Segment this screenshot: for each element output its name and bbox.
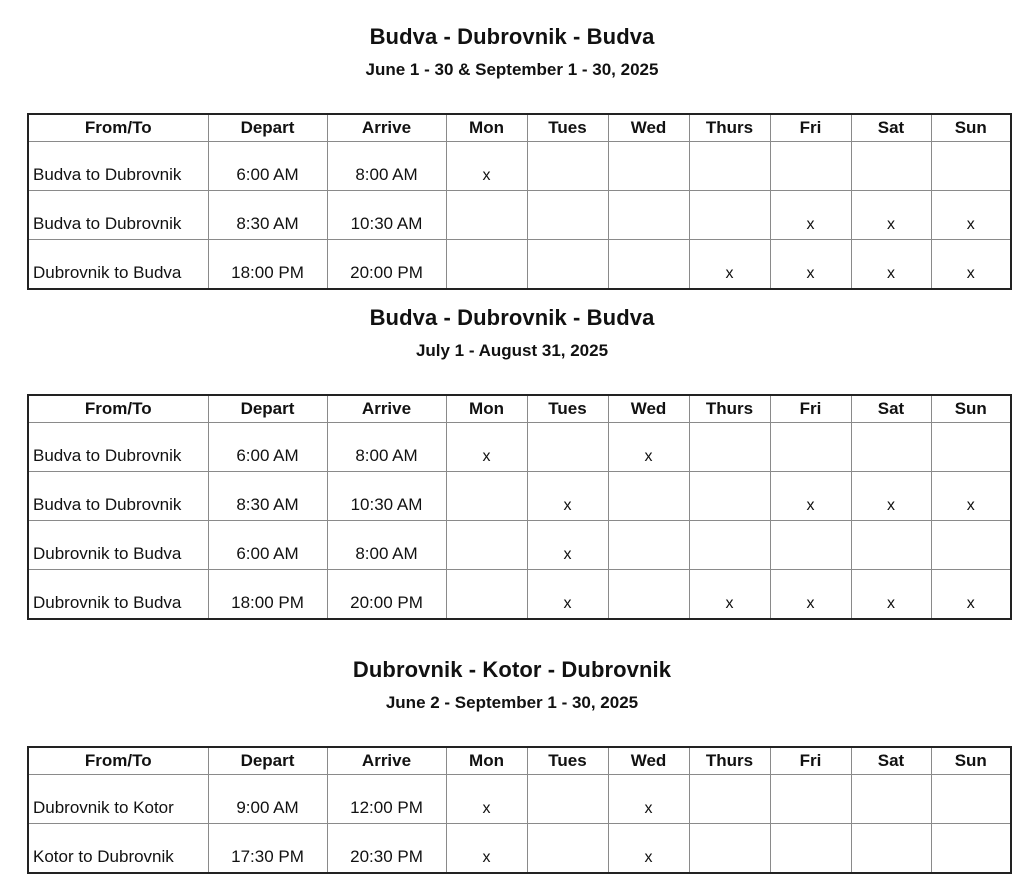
column-header: Arrive [327,395,446,423]
column-header: Thurs [689,395,770,423]
day-cell [446,472,527,521]
route-cell: Dubrovnik to Budva [28,521,208,570]
day-cell [446,191,527,240]
schedule-table [27,394,1012,620]
day-cell [931,521,1011,570]
table-row [28,472,1011,521]
schedule-title: Budva - Dubrovnik - Budva [369,24,655,49]
day-cell [851,775,931,824]
day-cell [770,775,851,824]
day-cell: x [770,191,851,240]
day-cell: x [446,775,527,824]
route-cell: Budva to Dubrovnik [28,191,208,240]
arrive-cell: 10:30 AM [327,472,446,521]
day-cell: x [689,240,770,290]
schedule-title: Dubrovnik - Kotor - Dubrovnik [352,657,672,682]
day-cell [527,191,608,240]
day-cell [446,240,527,290]
day-cell: x [931,191,1011,240]
day-cell [851,142,931,191]
column-header: Depart [208,747,327,775]
day-cell: x [527,570,608,620]
table-row [28,521,1011,570]
day-cell [851,423,931,472]
column-header: Fri [770,114,851,142]
route-cell: Dubrovnik to Budva [28,570,208,620]
table-row [28,240,1011,290]
day-cell [931,775,1011,824]
day-cell: x [770,240,851,290]
column-header: Sun [931,395,1011,423]
day-cell: x [851,191,931,240]
route-cell: Kotor to Dubrovnik [28,824,208,874]
day-cell [689,824,770,874]
day-cell [931,423,1011,472]
column-header: Depart [208,395,327,423]
route-cell: Budva to Dubrovnik [28,142,208,191]
route-cell: Budva to Dubrovnik [28,472,208,521]
day-cell [689,775,770,824]
day-cell: x [770,472,851,521]
column-header: Arrive [327,114,446,142]
column-header: Sun [931,114,1011,142]
column-header: Sat [851,114,931,142]
day-cell: x [527,521,608,570]
day-cell [931,142,1011,191]
day-cell [689,521,770,570]
day-cell: x [931,472,1011,521]
day-cell: x [851,570,931,620]
arrive-cell: 8:00 AM [327,142,446,191]
schedule-subtitle: July 1 - August 31, 2025 [415,341,609,360]
table-row [28,142,1011,191]
day-cell: x [446,824,527,874]
route-cell: Dubrovnik to Budva [28,240,208,290]
depart-cell: 6:00 AM [208,521,327,570]
column-header: Thurs [689,114,770,142]
day-cell [770,423,851,472]
day-cell [851,824,931,874]
column-header: Wed [608,114,689,142]
column-header: Sat [851,747,931,775]
day-cell: x [770,570,851,620]
day-cell [770,824,851,874]
day-cell [608,570,689,620]
day-cell: x [931,240,1011,290]
day-cell [770,142,851,191]
table-row [28,423,1011,472]
column-header: Arrive [327,747,446,775]
column-header: Fri [770,395,851,423]
header-row [28,747,1011,775]
day-cell [446,570,527,620]
column-header: Tues [527,114,608,142]
day-cell: x [608,423,689,472]
table-row [28,775,1011,824]
arrive-cell: 20:00 PM [327,570,446,620]
route-cell: Dubrovnik to Kotor [28,775,208,824]
column-header: Sat [851,395,931,423]
schedule-subtitle: June 2 - September 1 - 30, 2025 [385,693,639,712]
schedule-table [27,746,1012,874]
day-cell [608,472,689,521]
arrive-cell: 20:00 PM [327,240,446,290]
column-header: Mon [446,747,527,775]
day-cell [527,142,608,191]
day-cell [608,142,689,191]
depart-cell: 18:00 PM [208,570,327,620]
table-row [28,191,1011,240]
column-header: Sun [931,747,1011,775]
column-header: Mon [446,114,527,142]
arrive-cell: 20:30 PM [327,824,446,874]
arrive-cell: 10:30 AM [327,191,446,240]
day-cell [527,775,608,824]
route-cell: Budva to Dubrovnik [28,423,208,472]
day-cell [527,240,608,290]
column-header: Mon [446,395,527,423]
arrive-cell: 8:00 AM [327,521,446,570]
table-row [28,570,1011,620]
day-cell [608,191,689,240]
day-cell [931,824,1011,874]
day-cell: x [931,570,1011,620]
schedule-title: Budva - Dubrovnik - Budva [369,305,655,330]
day-cell [689,423,770,472]
header-row [28,395,1011,423]
depart-cell: 8:30 AM [208,472,327,521]
column-header: Fri [770,747,851,775]
day-cell [608,240,689,290]
column-header: Tues [527,395,608,423]
depart-cell: 18:00 PM [208,240,327,290]
day-cell [446,521,527,570]
day-cell [608,521,689,570]
schedule-subtitle: June 1 - 30 & September 1 - 30, 2025 [365,60,659,79]
day-cell [527,824,608,874]
depart-cell: 9:00 AM [208,775,327,824]
arrive-cell: 12:00 PM [327,775,446,824]
column-header: Wed [608,395,689,423]
column-header: From/To [28,114,208,142]
header-row [28,114,1011,142]
day-cell: x [446,142,527,191]
day-cell: x [851,240,931,290]
column-header: Wed [608,747,689,775]
day-cell [689,472,770,521]
depart-cell: 6:00 AM [208,142,327,191]
day-cell: x [689,570,770,620]
column-header: Thurs [689,747,770,775]
day-cell [851,521,931,570]
depart-cell: 8:30 AM [208,191,327,240]
table-row [28,824,1011,874]
day-cell: x [527,472,608,521]
day-cell [770,521,851,570]
day-cell [527,423,608,472]
day-cell: x [851,472,931,521]
column-header: From/To [28,747,208,775]
day-cell [689,191,770,240]
day-cell: x [608,775,689,824]
day-cell: x [446,423,527,472]
column-header: Depart [208,114,327,142]
schedule-table [27,113,1012,290]
day-cell [689,142,770,191]
depart-cell: 6:00 AM [208,423,327,472]
day-cell: x [608,824,689,874]
column-header: Tues [527,747,608,775]
depart-cell: 17:30 PM [208,824,327,874]
arrive-cell: 8:00 AM [327,423,446,472]
column-header: From/To [28,395,208,423]
